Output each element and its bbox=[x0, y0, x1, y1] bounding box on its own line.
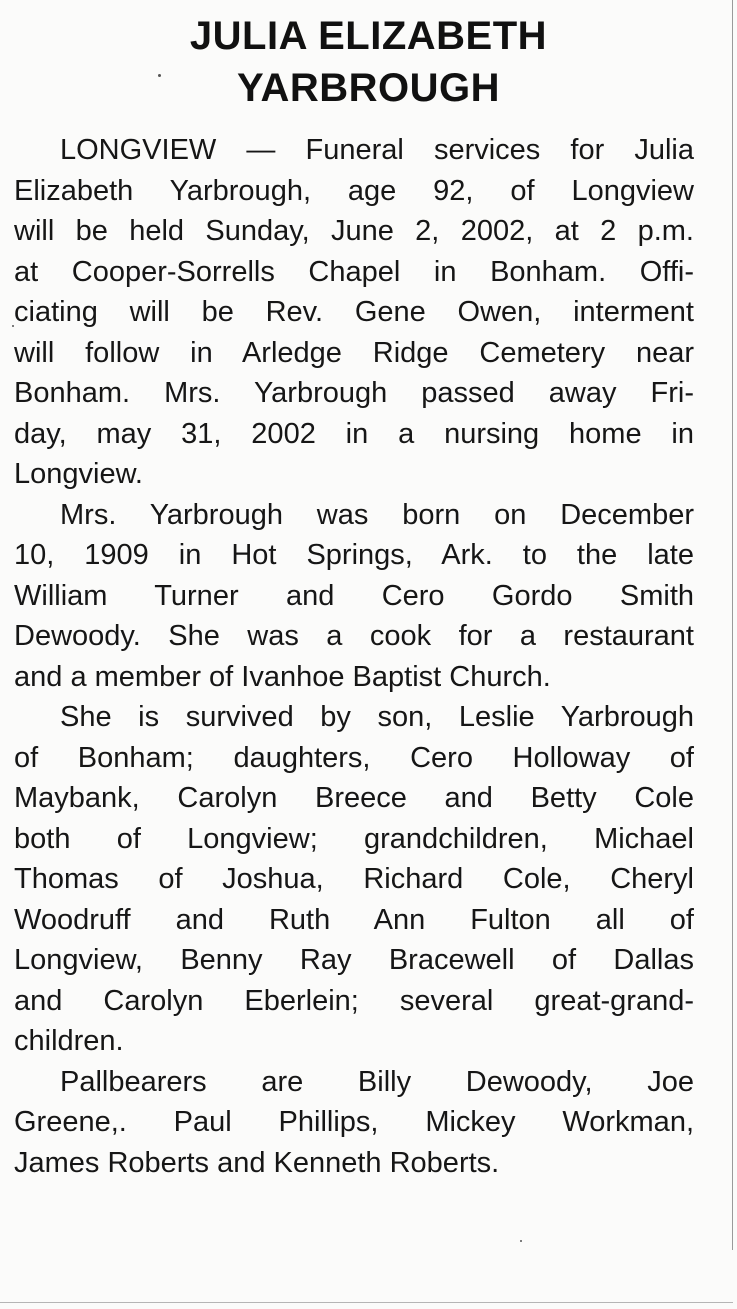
body-line: and a member of Ivanhoe Baptist Church. bbox=[14, 660, 551, 693]
body-line: Thomas of Joshua, Richard Cole, Cheryl bbox=[14, 863, 694, 895]
body-line: Longview, Benny Ray Bracewell of Dallas bbox=[14, 944, 694, 976]
paragraph-survivors bbox=[14, 697, 694, 1062]
body-line: and Carolyn Eberlein; several great-grand- bbox=[14, 984, 694, 1017]
body-line: Elizabeth Yarbrough, age 92, of Longview bbox=[14, 174, 694, 207]
clipping-bottom-edge bbox=[0, 1302, 733, 1303]
body-line: Bonham. Mrs. Yarbrough passed away Fri- bbox=[14, 377, 694, 409]
body-line: LONGVIEW — Funeral services for Julia bbox=[60, 134, 694, 166]
headline-line-2: YARBROUGH bbox=[236, 66, 501, 110]
scan-speck bbox=[520, 1240, 522, 1242]
body-line: at Cooper-Sorrells Chapel in Bonham. Offi- bbox=[14, 255, 694, 288]
clipping-right-edge bbox=[732, 0, 733, 1250]
body-line: Pallbearers are Billy Dewoody, Joe bbox=[60, 1065, 694, 1098]
headline-line-1: JULIA ELIZABETH bbox=[189, 14, 548, 58]
body-line: 10, 1909 in Hot Springs, Ark. to the late bbox=[14, 539, 694, 571]
paragraph-biography bbox=[14, 495, 694, 698]
body-line: both of Longview; grandchildren, Michael bbox=[14, 822, 694, 855]
body-line: Dewoody. She was a cook for a restaurant bbox=[14, 620, 694, 652]
body-line: Maybank, Carolyn Breece and Betty Cole bbox=[14, 782, 694, 814]
body-line: Mrs. Yarbrough was born on December bbox=[60, 498, 694, 531]
body-line: will follow in Arledge Ridge Cemetery near bbox=[14, 336, 694, 369]
body-line: of Bonham; daughters, Cero Holloway of bbox=[14, 741, 694, 774]
obituary-body bbox=[14, 130, 694, 1183]
body-line: day, may 31, 2002 in a nursing home in bbox=[14, 417, 694, 450]
scan-speck bbox=[12, 325, 14, 327]
scan-speck bbox=[158, 74, 161, 77]
body-line: James Roberts and Kenneth Roberts. bbox=[14, 1146, 500, 1179]
body-line: William Turner and Cero Gordo Smith bbox=[14, 579, 694, 612]
paragraph-pallbearers bbox=[14, 1062, 694, 1184]
body-line: will be held Sunday, June 2, 2002, at 2 p.m. bbox=[14, 215, 694, 247]
body-line: children. bbox=[14, 1025, 124, 1057]
body-line: ciating will be Rev. Gene Owen, interment bbox=[14, 296, 694, 328]
paragraph-funeral-services bbox=[14, 130, 694, 495]
obituary-headline bbox=[0, 0, 737, 114]
body-line: Woodruff and Ruth Ann Fulton all of bbox=[14, 903, 694, 936]
body-line: Greene,. Paul Phillips, Mickey Workman, bbox=[14, 1106, 694, 1138]
body-line: She is survived by son, Leslie Yarbrough bbox=[60, 701, 694, 733]
body-line: Longview. bbox=[14, 458, 143, 490]
